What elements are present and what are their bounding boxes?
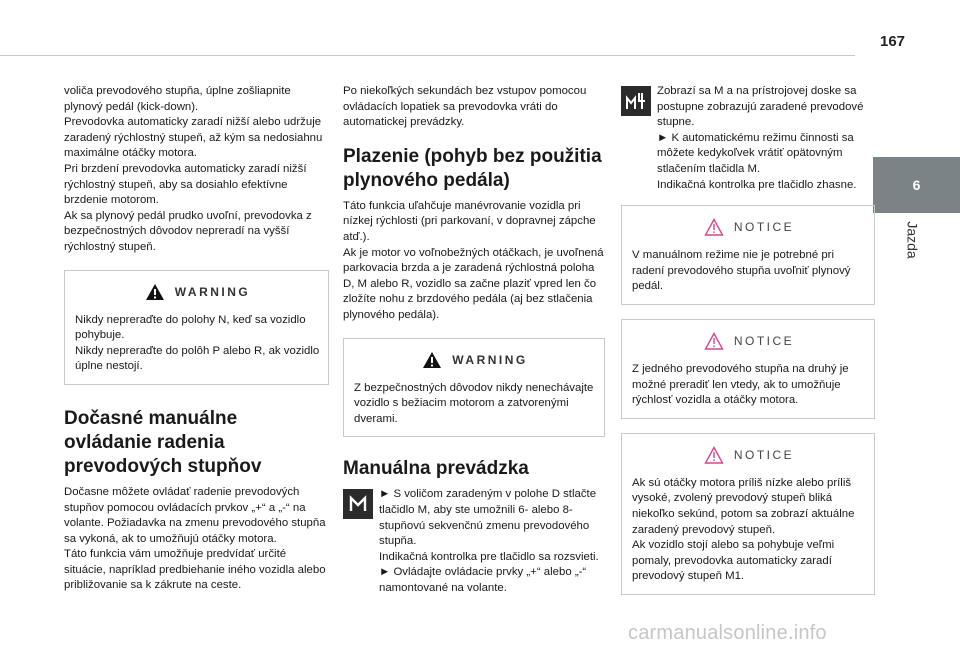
dashboard-m-display bbox=[621, 84, 875, 193]
section-heading-manual-operation: Manuálna prevádzka bbox=[343, 458, 529, 480]
gear-display-icon bbox=[621, 86, 651, 116]
warning-text: Nikdy nepreraďte do polohy N, keď sa vozidlo pohybuje. Nikdy nepreraďte do polôh P alebo R, ak vozidlo úplne nestojí. bbox=[75, 313, 320, 373]
warning-box-1 bbox=[64, 270, 329, 385]
warning-icon bbox=[422, 351, 442, 369]
column-3 bbox=[621, 84, 875, 595]
warning-box-2 bbox=[343, 338, 605, 438]
warning-title: WARNING bbox=[174, 284, 251, 299]
section-heading-creeping: Plazenie (pohyb bez použitia plynového pedála) bbox=[343, 145, 602, 191]
notice-title: NOTICE bbox=[733, 333, 795, 348]
chapter-title: Jazda bbox=[904, 221, 921, 259]
notice-icon bbox=[704, 446, 724, 464]
notice-header bbox=[632, 218, 866, 236]
notice-box-3 bbox=[621, 433, 875, 595]
col2-paragraph-2: Táto funkcia uľahčuje manévrovanie vozidla pri nízkej rýchlosti (pri parkovaní, v dopravnej zápche atď.). Ak je motor vo voľnobežných otáčkach, je uvoľnená parkovacia brzda a je zaradená rýchlostná poloha D, M alebo R, vozidlo sa začne plaziť vpred len čo zložíte nohu z brzdového pedála (aj bez stlačenia plynového pedála). bbox=[343, 199, 604, 321]
notice-icon bbox=[704, 218, 724, 236]
chapter-number: 6 bbox=[912, 177, 921, 193]
dashboard-text: Zobrazí sa M a na prístrojovej doske sa postupne zobrazujú zaradené prevodové stupne. ► K automatickému režimu činnosti sa môžete kedykoľvek vrátiť opätovným stlačením tlačidla M. Indikačná kontrolka pre tlačidlo zhasne. bbox=[657, 85, 864, 191]
warning-header bbox=[354, 351, 596, 369]
notice-header bbox=[632, 446, 866, 464]
manual-button-instruction bbox=[343, 487, 605, 596]
section-heading-temporary-manual: Dočasné manuálne ovládanie radenia prevodových stupňov bbox=[64, 407, 262, 477]
notice-text-3: Ak sú otáčky motora príliš nízke alebo príliš vysoké, zvolený prevodový stupeň bliká niekoľko sekúnd, potom sa zobrazí aktuálne zaradený prevodový stupeň. Ak vozidlo stojí alebo sa pohybuje veľmi pomaly, prevodovka automaticky zaradí prevodový stupeň M1. bbox=[632, 476, 855, 583]
warning-header bbox=[75, 283, 320, 301]
col1-paragraph-1: voliča prevodového stupňa, úplne zošliapnite plynový pedál (kick-down). Prevodovka automaticky zaradí nižší alebo udržuje zaradený rýchlostný stupeň, až kým sa nedosiahnu maximálne otáčky motora. Pri brzdení prevodovka automaticky zaradí nižší rýchlostný stupeň, aby sa dosiahlo efektívne brzdenie motorom. Ak sa plynový pedál prudko uvoľní, prevodovka z bezpečnostných dôvodov nepreradí na vyšší rýchlostný stupeň. bbox=[64, 85, 323, 253]
notice-title: NOTICE bbox=[733, 220, 795, 235]
notice-icon bbox=[704, 332, 724, 350]
column-1 bbox=[64, 84, 329, 594]
col2-paragraph-1: Po niekoľkých sekundách bez vstupov pomocou ovládacích lopatiek sa prevodovka vráti do automatickej prevádzky. bbox=[343, 85, 587, 129]
notice-title: NOTICE bbox=[733, 447, 795, 462]
watermark: carmanualsonline.info bbox=[628, 622, 827, 644]
notice-text-2: Z jedného prevodového stupňa na druhý je možné preradiť len vtedy, ak to umožňuje rýchlosť vozidla a otáčky motora. bbox=[632, 362, 849, 407]
column-2 bbox=[343, 84, 605, 596]
warning-text: Z bezpečnostných dôvodov nikdy nenechávajte vozidlo s bežiacim motorom a zatvorenými dverami. bbox=[354, 381, 594, 425]
warning-icon bbox=[145, 283, 165, 301]
notice-text-1: V manuálnom režime nie je potrebné pri radení prevodového stupňa uvoľniť plynový pedál. bbox=[632, 249, 851, 293]
page-number: 167 bbox=[880, 33, 906, 50]
header-rule bbox=[0, 55, 855, 56]
notice-box-1 bbox=[621, 205, 875, 305]
notice-header bbox=[632, 332, 866, 350]
warning-title: WARNING bbox=[452, 352, 528, 367]
m-button-icon bbox=[343, 489, 373, 519]
col1-paragraph-2: Dočasne môžete ovládať radenie prevodových stupňov pomocou ovládacích prvkov „+“ a „-“ na volante. Požiadavka na zmenu prevodového stupňa sa vykoná, ak to umožňujú otáčky motora. Táto funkcia vám umožňuje predvídať určité situácie, napríklad predbiehanie iného vozidla alebo približovanie sa k zákrute na ceste. bbox=[64, 485, 326, 592]
manual-instruction-text: ► S voličom zaradeným v polohe D stlačte tlačidlo M, aby ste umožnili 6- alebo 8-stupňovú sekvenčnú zmenu prevodového stupňa. Indikačná kontrolka pre tlačidlo sa rozsvieti. ► Ovládajte ovládacie prvky „+“ alebo „-“ namontované na volante. bbox=[379, 488, 599, 594]
notice-box-2 bbox=[621, 319, 875, 419]
